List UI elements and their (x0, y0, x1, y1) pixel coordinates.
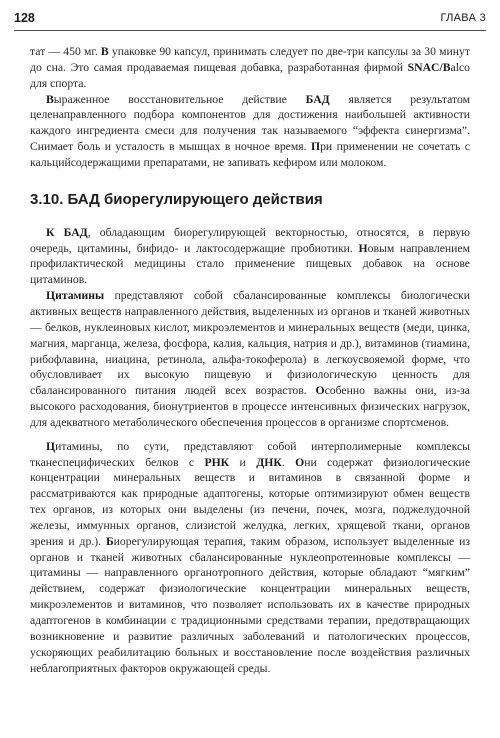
paragraph-continued: тат — 450 мг. В упаковке 90 капсул, принимать следует по две-три капсулы за 30 минут до сна. Это самая продаваемая пищевая добавка, разработанная фирмой SNAC/Balco для спорта. (30, 45, 470, 90)
page-number: 128 (14, 11, 35, 25)
paragraph-bad-action: Выраженное восстановительное действие БАД является результатом целенаправленного подбора компонентов для достижения наибольшей активности каждого ингредиента смеси для получения так называемого “эффекта синергизма”. Снимает боль и усталость в мышцах в ночное время. При применении не сочетать с кальцийсодержащими препаратами, не запивать кефиром или молоком. (30, 92, 470, 169)
chapter-label: ГЛАВА 3 (440, 12, 486, 24)
paragraph-citamines: Цитамины представляют собой сбалансированные комплексы биологически активных веществ направленного действия, выделенных из органов и тканей животных — белков, нуклеиновых кислот, микроэлементов и минеральных веществ (меди, цинка, магния, марганца, железа, фосфора, калия, кальция, натрия и др.), витаминов (тиамина, рибофлавина, ниацина, ретинола, альфа-токоферола) в легкоусвояемой форме, что обусловливает их высокую пищевую и физиологическую ценность для сбалансированного питания людей всех возрастов. Особенно важны они, из-за высокого расходования, бионутриентов в процессе интенсивных физических нагрузок, для адекватного метаболического обеспечения процессов в организме спортсменов. (30, 289, 470, 429)
page-content (30, 44, 470, 676)
section-heading: 3.10. БАД биорегулирующего действия (30, 190, 323, 208)
paragraph-intro: К БАД, обладающим биорегулирующей векторностью, относятся, в первую очередь, цитамины, бифидо- и лактосодержащие пробиотики. Новым направлением профилактической медицины стало применение пищевых добавок на основе цитаминов. (30, 225, 471, 287)
header-rule (14, 30, 486, 31)
paragraph-spacer (30, 431, 470, 439)
paragraph-citamines-essence: Цитамины, по сути, представляют собой интерполимерные комплексы тканеспецифических белков с РНК и ДНК. Они содержат физиологические концентрации минеральных веществ и витаминов в связанной форме и рассматриваются как природные адаптогены, которые оптимизируют обмен веществ тех органов, из которых они выделены (из печени, почек, мозга, поджелудочной железы, иммунных органов, слизистой желудка, легких, хрящевой ткани, органов зрения и др.). Биорегулирующая терапия, таким образом, использует выделенные из органов и тканей животных сбалансированные нуклеопротеиновые комплексы — цитамины — направленного органотропного действия, которые обладают “мягким” действием, содержат физиологические концентрации минеральных веществ, микроэлементов и витаминов, что позволяет использовать их в качестве природных адаптогенов в комбинации с традиционными средствами терапии, предотвращающих возникновение и развитие различных заболеваний и патологических процессов, ускоряющих реабилитацию больных и восстановление после воздействия различных неблагоприятных факторов окружающей среды. (30, 439, 471, 675)
page-header (0, 0, 500, 40)
